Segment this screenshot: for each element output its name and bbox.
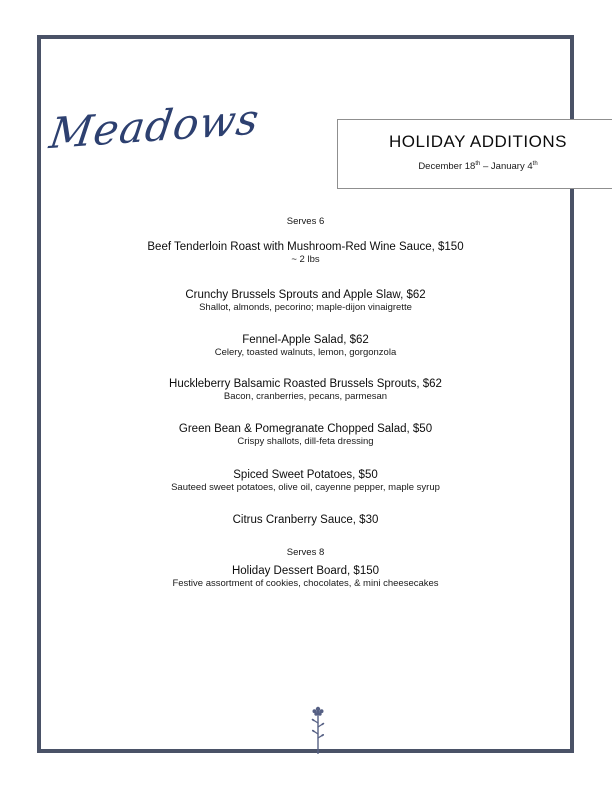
date-part-2: – January 4: [480, 161, 533, 172]
menu-item-name: Huckleberry Balsamic Roasted Brussels Sprouts, $62: [169, 378, 442, 390]
holiday-additions-box: [337, 119, 612, 189]
menu-item-description: Celery, toasted walnuts, lemon, gorgonzola: [214, 347, 397, 358]
flower-sprig-icon: [303, 704, 333, 754]
menu-item-description: ~ 2 lbs: [291, 254, 320, 265]
menu-item-description: Sauteed sweet potatoes, olive oil, cayenne pepper, maple syrup: [171, 482, 440, 493]
date-superscript-1: th: [475, 160, 481, 167]
serves-8-label: Serves 8: [286, 547, 325, 558]
menu-item-name: Fennel-Apple Salad, $62: [242, 334, 369, 346]
holiday-date-range: [338, 161, 612, 172]
menu-item-name: Holiday Dessert Board, $150: [231, 565, 380, 577]
menu-item-description: Bacon, cranberries, pecans, parmesan: [223, 391, 388, 402]
menu-item-name: Crunchy Brussels Sprouts and Apple Slaw, $62: [185, 289, 426, 301]
holiday-additions-title: HOLIDAY ADDITIONS: [389, 132, 567, 151]
menu-item-name: Spiced Sweet Potatoes, $50: [233, 469, 378, 481]
date-part-1: December 18: [418, 161, 476, 172]
menu-item-name: Beef Tenderloin Roast with Mushroom-Red Wine Sauce, $150: [147, 241, 464, 253]
menu-item-description: Shallot, almonds, pecorino; maple-dijon vinaigrette: [199, 302, 412, 313]
date-superscript-2: th: [532, 160, 538, 167]
meadows-logo: Meadows: [46, 94, 263, 159]
menu-item-name: Citrus Cranberry Sauce, $30: [232, 514, 379, 526]
menu-item-description: Crispy shallots, dill-feta dressing: [237, 436, 374, 447]
menu-item-description: Festive assortment of cookies, chocolates, & mini cheesecakes: [172, 578, 439, 589]
serves-6-label: Serves 6: [286, 216, 325, 227]
menu-item-name: Green Bean & Pomegranate Chopped Salad, $50: [178, 423, 433, 435]
